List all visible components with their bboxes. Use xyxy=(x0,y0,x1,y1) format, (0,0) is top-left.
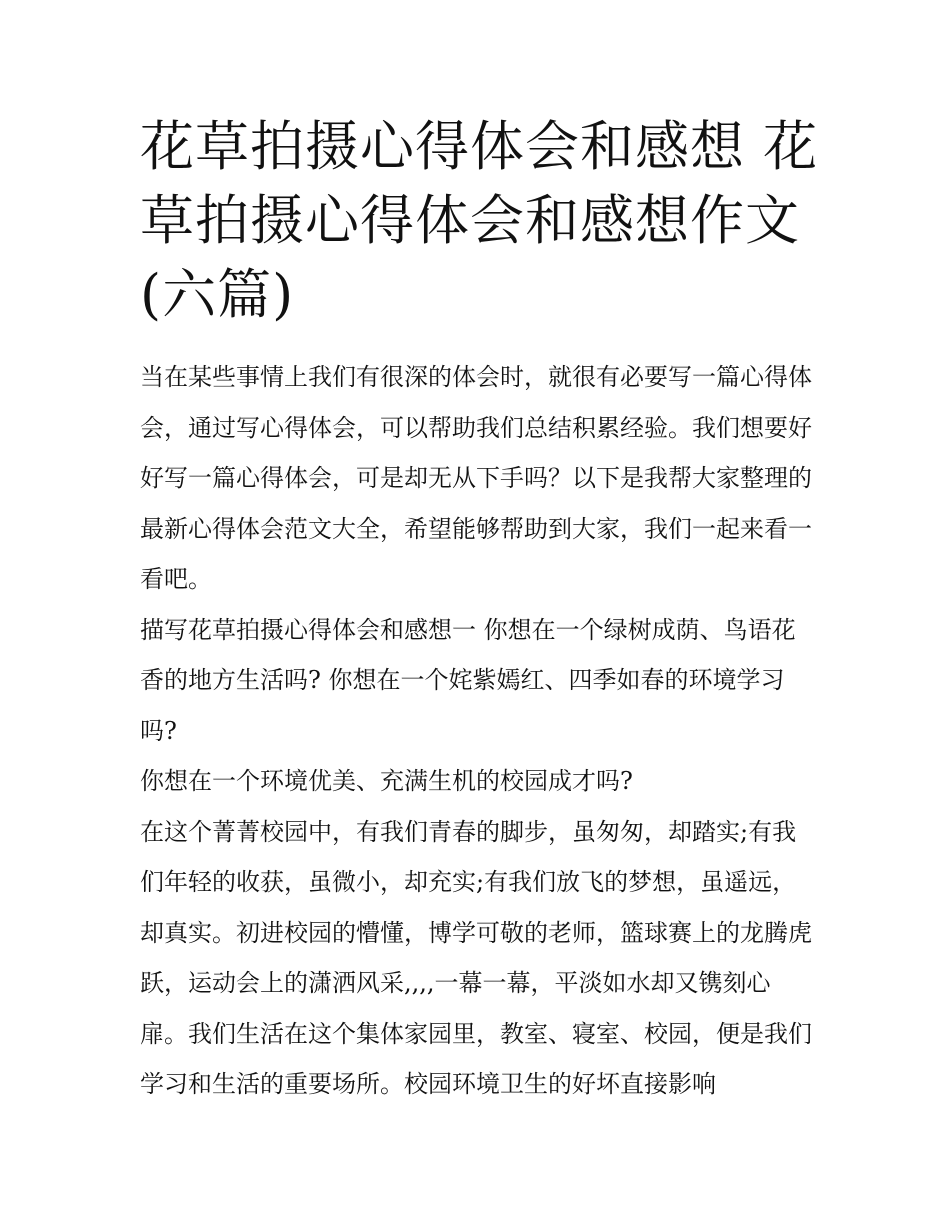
document-body xyxy=(140,352,815,1110)
paragraph-question: 你想在一个环境优美、充满生机的校园成才吗? xyxy=(140,767,633,795)
document-title: 花草拍摄心得体会和感想 花草拍摄心得体会和感想作文(六篇) xyxy=(140,115,819,326)
paragraph-intro: 当在某些事情上我们有很深的体会时，就很有必要写一篇心得体会，通过写心得体会，可以帮助我们总结积累经验。我们想要好好写一篇心得体会，可是却无从下手吗？以下是我帮大家整理的最新心得体会范文大全，希望能够帮助到大家，我们一起来看一看吧。 xyxy=(140,363,812,593)
paragraph-section-one: 描写花草拍摄心得体会和感想一 你想在一个绿树成荫、鸟语花香的地方生活吗? 你想在一个姹紫嫣红、四季如春的环境学习吗? xyxy=(140,615,796,745)
paragraph-campus: 在这个菁菁校园中，有我们青春的脚步，虽匆匆，却踏实;有我们年轻的收获，虽微小，却充实;有我们放飞的梦想，虽遥远，却真实。初进校园的懵懂，博学可敬的老师，篮球赛上的龙腾虎跃，运动会上的潇洒风采,,,,一幕一幕，平淡如水却又镌刻心扉。我们生活在这个集体家园里，教室、寝室、校园，便是我们学习和生活的重要场所。校园环境卫生的好坏直接影响 xyxy=(140,817,812,1098)
